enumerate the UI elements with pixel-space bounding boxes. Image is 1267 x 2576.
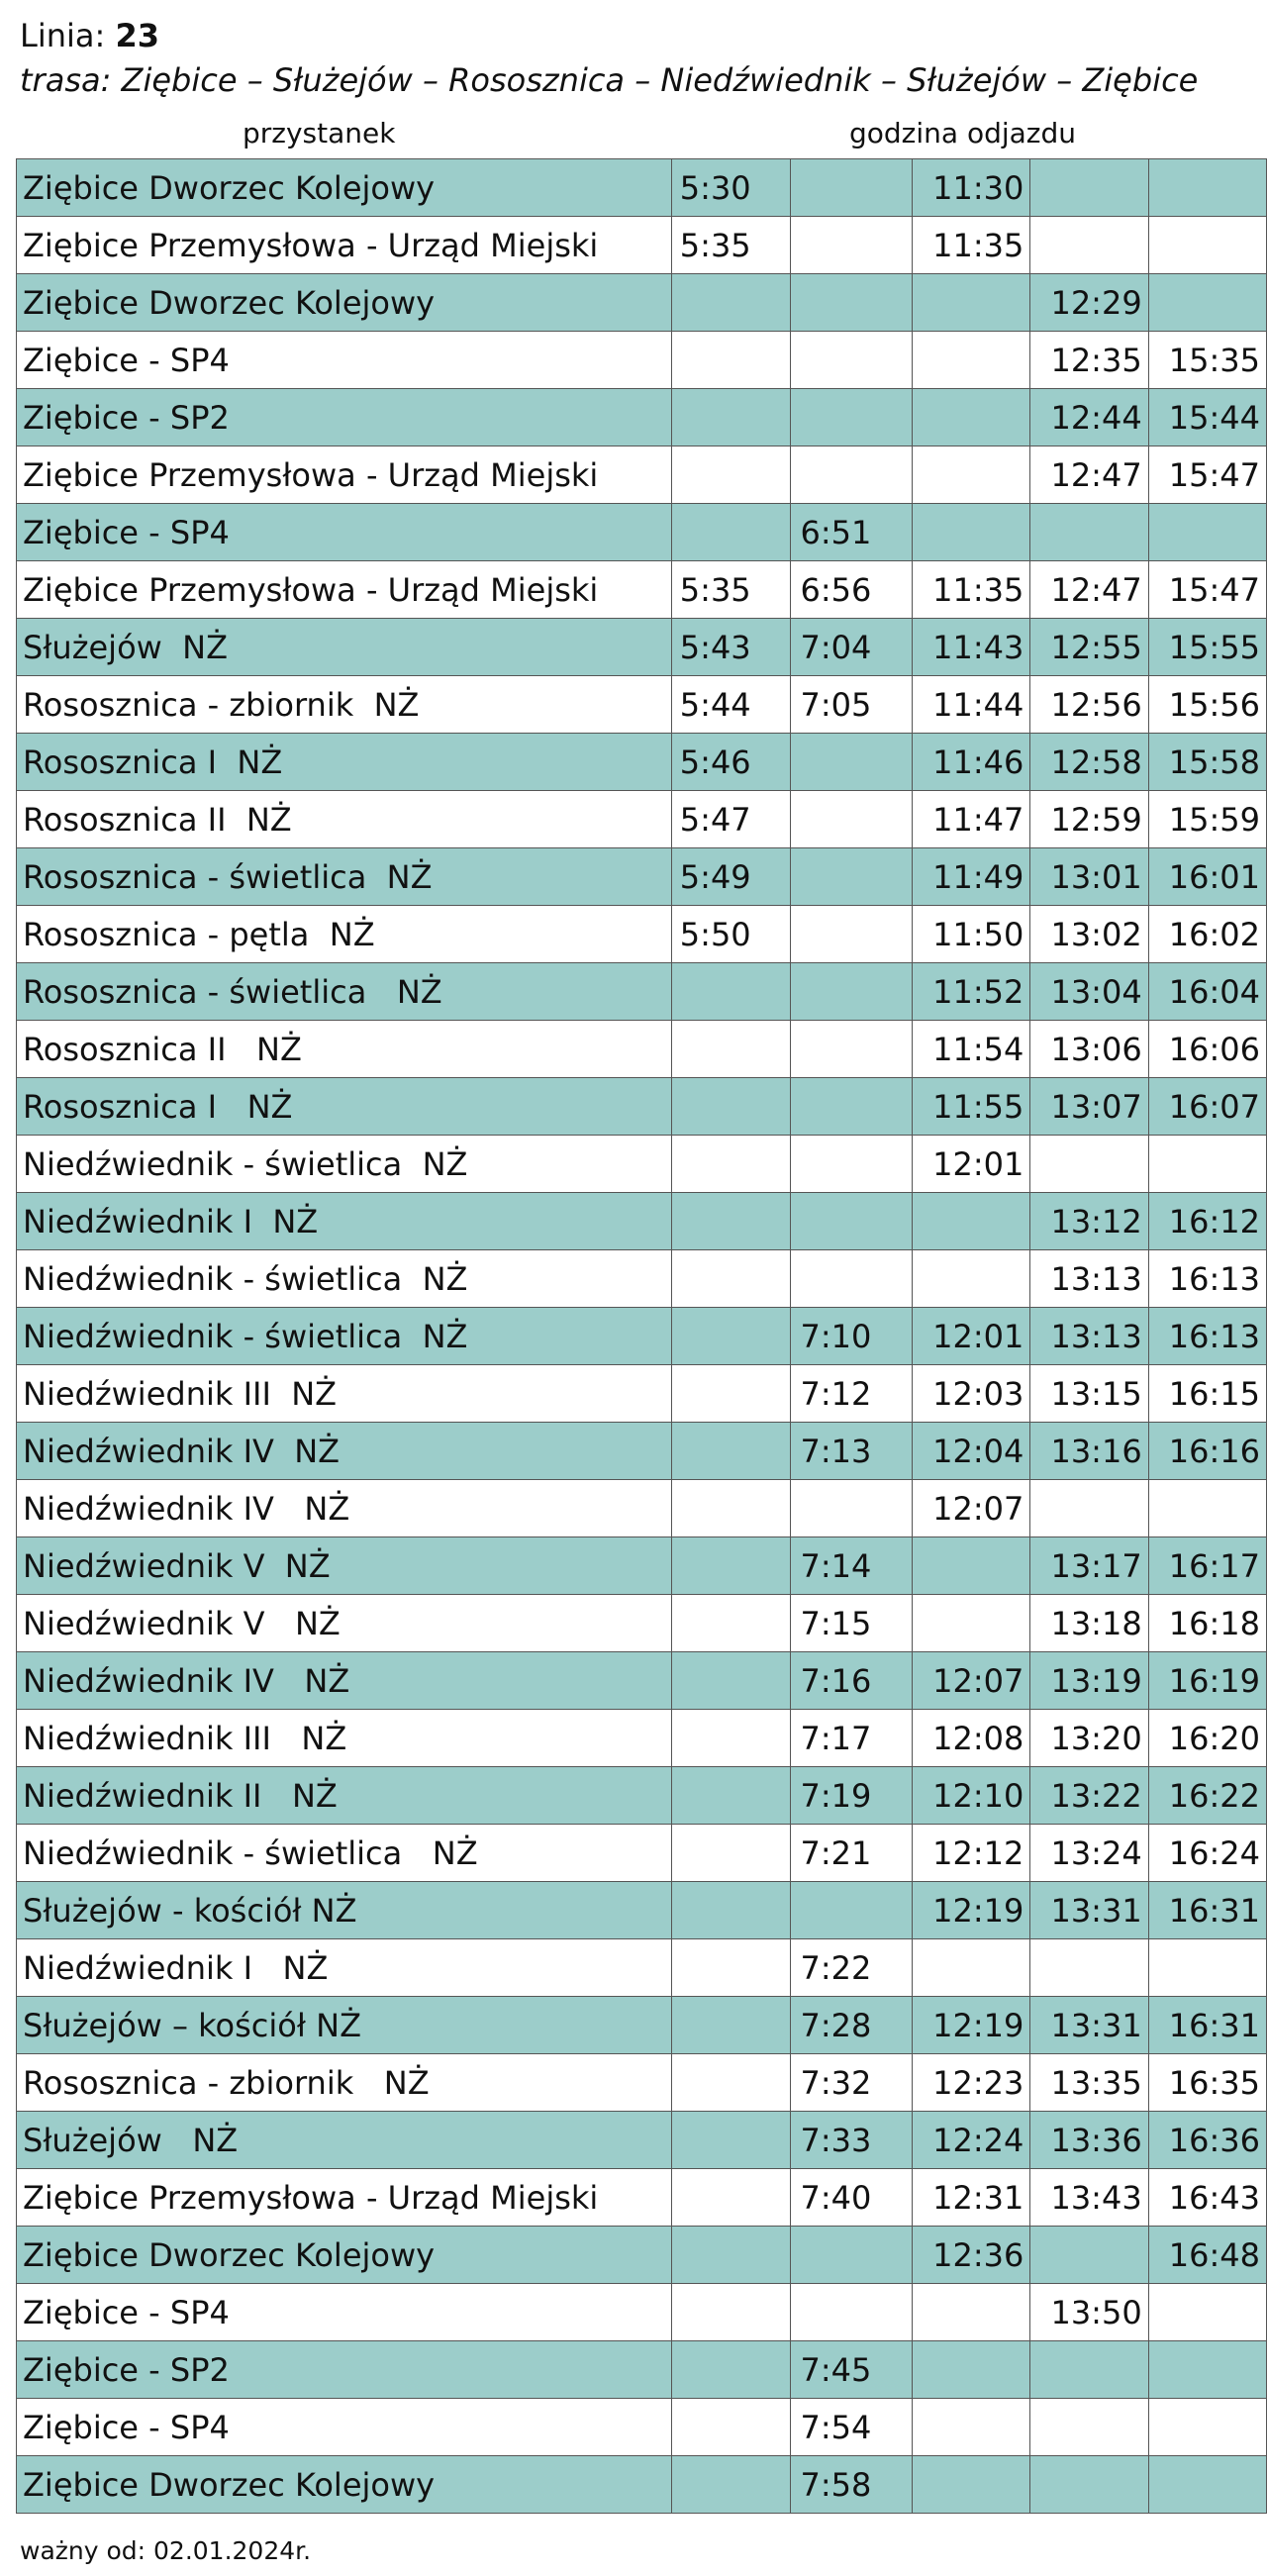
departure-time-cell xyxy=(913,1250,1030,1308)
departure-time-cell xyxy=(1148,2284,1266,2341)
departure-time-cell: 13:02 xyxy=(1030,906,1148,963)
departure-time-cell xyxy=(1030,504,1148,561)
departure-time-cell: 7:16 xyxy=(790,1652,913,1710)
departure-time-cell: 13:18 xyxy=(1030,1595,1148,1652)
departure-time-cell: 7:19 xyxy=(790,1767,913,1825)
departure-time-cell: 5:49 xyxy=(671,848,790,906)
departure-time-cell xyxy=(671,1825,790,1882)
valid-from-note: ważny od: 02.01.2024r. xyxy=(20,2536,312,2565)
departure-time-cell: 16:35 xyxy=(1148,2054,1266,2112)
departure-time-cell: 7:33 xyxy=(790,2112,913,2169)
departure-time-cell: 13:36 xyxy=(1030,2112,1148,2169)
departure-time-cell: 11:46 xyxy=(913,734,1030,791)
departure-time-cell: 7:54 xyxy=(790,2399,913,2456)
departure-time-cell: 15:47 xyxy=(1148,561,1266,619)
departure-time-cell: 13:16 xyxy=(1030,1423,1148,1480)
departure-time-cell: 16:31 xyxy=(1148,1882,1266,1939)
departure-time-cell: 15:47 xyxy=(1148,446,1266,504)
departure-time-cell: 5:50 xyxy=(671,906,790,963)
stop-name-cell: Niedźwiednik IV NŻ xyxy=(17,1652,672,1710)
departure-time-cell xyxy=(671,2169,790,2227)
departure-time-cell: 11:35 xyxy=(913,561,1030,619)
departure-time-cell xyxy=(1148,1939,1266,1997)
departure-time-cell xyxy=(790,791,913,848)
departure-time-cell: 12:55 xyxy=(1030,619,1148,676)
departure-time-cell xyxy=(790,446,913,504)
departure-time-cell: 13:07 xyxy=(1030,1078,1148,1136)
departure-time-cell xyxy=(790,1882,913,1939)
departure-time-cell: 15:55 xyxy=(1148,619,1266,676)
table-row xyxy=(17,561,1267,619)
stop-name-cell: Niedźwiednik - świetlica NŻ xyxy=(17,1308,672,1365)
stop-name-cell: Ziębice Przemysłowa - Urząd Miejski xyxy=(17,446,672,504)
table-row xyxy=(17,1480,1267,1537)
departure-time-cell: 12:36 xyxy=(913,2227,1030,2284)
departure-time-cell: 16:12 xyxy=(1148,1193,1266,1250)
departure-time-cell: 7:05 xyxy=(790,676,913,734)
table-row xyxy=(17,1193,1267,1250)
stop-name-cell: Ziębice - SP4 xyxy=(17,2284,672,2341)
stop-name-cell: Rososznica - pętla NŻ xyxy=(17,906,672,963)
departure-time-cell xyxy=(790,1021,913,1078)
table-row xyxy=(17,159,1267,217)
departure-column-header: godzina odjazdu xyxy=(849,117,1077,149)
departure-time-cell: 16:15 xyxy=(1148,1365,1266,1423)
departure-time-cell xyxy=(671,1710,790,1767)
departure-time-cell xyxy=(671,1365,790,1423)
departure-time-cell xyxy=(671,1652,790,1710)
departure-time-cell xyxy=(671,2054,790,2112)
table-row xyxy=(17,848,1267,906)
departure-time-cell: 16:20 xyxy=(1148,1710,1266,1767)
departure-time-cell: 13:31 xyxy=(1030,1882,1148,1939)
departure-time-cell xyxy=(913,1595,1030,1652)
line-title xyxy=(20,14,159,57)
departure-time-cell: 5:35 xyxy=(671,561,790,619)
departure-time-cell: 13:04 xyxy=(1030,963,1148,1021)
departure-time-cell xyxy=(790,159,913,217)
departure-time-cell: 13:35 xyxy=(1030,2054,1148,2112)
departure-time-cell: 11:49 xyxy=(913,848,1030,906)
departure-time-cell: 7:17 xyxy=(790,1710,913,1767)
departure-time-cell: 12:29 xyxy=(1030,274,1148,332)
table-row xyxy=(17,389,1267,446)
departure-time-cell xyxy=(913,2456,1030,2514)
departure-time-cell xyxy=(671,2227,790,2284)
departure-time-cell xyxy=(1030,2341,1148,2399)
departure-time-cell: 13:20 xyxy=(1030,1710,1148,1767)
stop-name-cell: Rososznica - świetlica NŻ xyxy=(17,963,672,1021)
departure-time-cell xyxy=(913,2341,1030,2399)
departure-time-cell: 12:08 xyxy=(913,1710,1030,1767)
departure-time-cell xyxy=(913,1939,1030,1997)
departure-time-cell xyxy=(671,1308,790,1365)
table-row xyxy=(17,2284,1267,2341)
departure-time-cell: 15:44 xyxy=(1148,389,1266,446)
departure-time-cell xyxy=(671,1021,790,1078)
timetable-body xyxy=(17,159,1267,2514)
departure-time-cell: 11:44 xyxy=(913,676,1030,734)
departure-time-cell: 5:44 xyxy=(671,676,790,734)
departure-time-cell: 12:23 xyxy=(913,2054,1030,2112)
departure-time-cell xyxy=(671,2112,790,2169)
timetable-header xyxy=(20,14,159,57)
departure-time-cell: 16:36 xyxy=(1148,2112,1266,2169)
departure-time-cell xyxy=(671,1767,790,1825)
departure-time-cell: 12:24 xyxy=(913,2112,1030,2169)
stop-name-cell: Ziębice Przemysłowa - Urząd Miejski xyxy=(17,217,672,274)
departure-time-cell: 11:55 xyxy=(913,1078,1030,1136)
departure-time-cell: 15:56 xyxy=(1148,676,1266,734)
departure-time-cell: 13:12 xyxy=(1030,1193,1148,1250)
departure-time-cell: 6:56 xyxy=(790,561,913,619)
departure-time-cell xyxy=(1030,1480,1148,1537)
departure-time-cell: 13:13 xyxy=(1030,1250,1148,1308)
departure-time-cell: 11:43 xyxy=(913,619,1030,676)
departure-time-cell: 15:35 xyxy=(1148,332,1266,389)
departure-time-cell: 7:58 xyxy=(790,2456,913,2514)
departure-time-cell: 12:12 xyxy=(913,1825,1030,1882)
departure-time-cell: 13:17 xyxy=(1030,1537,1148,1595)
departure-time-cell xyxy=(790,217,913,274)
stop-name-cell: Rososznica - świetlica NŻ xyxy=(17,848,672,906)
departure-time-cell: 12:35 xyxy=(1030,332,1148,389)
stop-name-cell: Niedźwiednik III NŻ xyxy=(17,1710,672,1767)
departure-time-cell: 13:13 xyxy=(1030,1308,1148,1365)
departure-time-cell: 12:07 xyxy=(913,1652,1030,1710)
departure-time-cell: 11:54 xyxy=(913,1021,1030,1078)
departure-time-cell: 5:46 xyxy=(671,734,790,791)
departure-time-cell: 16:16 xyxy=(1148,1423,1266,1480)
departure-time-cell: 7:21 xyxy=(790,1825,913,1882)
stop-name-cell: Niedźwiednik III NŻ xyxy=(17,1365,672,1423)
table-row xyxy=(17,2399,1267,2456)
stop-name-cell: Rososznica I NŻ xyxy=(17,734,672,791)
stop-name-cell: Ziębice - SP4 xyxy=(17,2399,672,2456)
departure-time-cell: 11:47 xyxy=(913,791,1030,848)
stop-name-cell: Rososznica - zbiornik NŻ xyxy=(17,676,672,734)
departure-time-cell: 13:24 xyxy=(1030,1825,1148,1882)
departure-time-cell: 7:10 xyxy=(790,1308,913,1365)
departure-time-cell xyxy=(913,2399,1030,2456)
stop-name-cell: Ziębice - SP2 xyxy=(17,389,672,446)
departure-time-cell: 13:15 xyxy=(1030,1365,1148,1423)
departure-time-cell xyxy=(671,2456,790,2514)
table-row xyxy=(17,504,1267,561)
departure-time-cell xyxy=(1030,2227,1148,2284)
departure-time-cell: 7:15 xyxy=(790,1595,913,1652)
table-row xyxy=(17,791,1267,848)
departure-time-cell xyxy=(1030,1136,1148,1193)
stop-name-cell: Ziębice Dworzec Kolejowy xyxy=(17,2456,672,2514)
departure-time-cell: 12:44 xyxy=(1030,389,1148,446)
departure-time-cell xyxy=(671,1537,790,1595)
departure-time-cell: 16:19 xyxy=(1148,1652,1266,1710)
departure-time-cell: 12:01 xyxy=(913,1136,1030,1193)
table-row xyxy=(17,2112,1267,2169)
table-row xyxy=(17,1250,1267,1308)
departure-time-cell xyxy=(671,389,790,446)
departure-time-cell xyxy=(671,1423,790,1480)
departure-time-cell xyxy=(790,2284,913,2341)
departure-time-cell xyxy=(913,1537,1030,1595)
departure-time-cell: 5:30 xyxy=(671,159,790,217)
departure-time-cell: 13:31 xyxy=(1030,1997,1148,2054)
stop-name-cell: Rososznica - zbiornik NŻ xyxy=(17,2054,672,2112)
stop-name-cell: Rososznica I NŻ xyxy=(17,1078,672,1136)
departure-time-cell: 16:13 xyxy=(1148,1308,1266,1365)
departure-time-cell: 6:51 xyxy=(790,504,913,561)
departure-time-cell xyxy=(1148,1136,1266,1193)
table-row xyxy=(17,1939,1267,1997)
table-row xyxy=(17,332,1267,389)
table-row xyxy=(17,1365,1267,1423)
table-row xyxy=(17,1136,1267,1193)
departure-time-cell xyxy=(671,1997,790,2054)
table-row xyxy=(17,217,1267,274)
line-number: 23 xyxy=(115,17,159,54)
table-row xyxy=(17,1710,1267,1767)
departure-time-cell: 12:47 xyxy=(1030,446,1148,504)
departure-time-cell: 7:40 xyxy=(790,2169,913,2227)
departure-time-cell xyxy=(913,1193,1030,1250)
departure-time-cell xyxy=(790,1480,913,1537)
table-row xyxy=(17,2054,1267,2112)
departure-time-cell xyxy=(671,1136,790,1193)
departure-time-cell xyxy=(1148,2456,1266,2514)
departure-time-cell: 13:50 xyxy=(1030,2284,1148,2341)
departure-time-cell: 5:43 xyxy=(671,619,790,676)
table-row xyxy=(17,2456,1267,2514)
departure-time-cell: 16:13 xyxy=(1148,1250,1266,1308)
departure-time-cell xyxy=(1030,1939,1148,1997)
departure-time-cell xyxy=(671,1078,790,1136)
departure-time-cell xyxy=(671,963,790,1021)
stop-name-cell: Rososznica II NŻ xyxy=(17,791,672,848)
stop-name-cell: Niedźwiednik IV NŻ xyxy=(17,1423,672,1480)
departure-time-cell xyxy=(1148,2399,1266,2456)
table-row xyxy=(17,734,1267,791)
departure-time-cell: 11:35 xyxy=(913,217,1030,274)
departure-time-cell xyxy=(1030,217,1148,274)
departure-time-cell xyxy=(790,389,913,446)
departure-time-cell xyxy=(671,1480,790,1537)
departure-time-cell: 7:28 xyxy=(790,1997,913,2054)
departure-time-cell xyxy=(671,1595,790,1652)
departure-time-cell: 16:48 xyxy=(1148,2227,1266,2284)
departure-time-cell: 16:17 xyxy=(1148,1537,1266,1595)
departure-time-cell: 16:01 xyxy=(1148,848,1266,906)
departure-time-cell xyxy=(913,2284,1030,2341)
departure-time-cell xyxy=(1148,2341,1266,2399)
departure-time-cell xyxy=(1148,504,1266,561)
stop-name-cell: Ziębice Dworzec Kolejowy xyxy=(17,159,672,217)
departure-time-cell: 13:22 xyxy=(1030,1767,1148,1825)
departure-time-cell: 7:13 xyxy=(790,1423,913,1480)
table-row xyxy=(17,1595,1267,1652)
table-row xyxy=(17,1882,1267,1939)
departure-time-cell: 5:35 xyxy=(671,217,790,274)
table-row xyxy=(17,1078,1267,1136)
route-description: trasa: Ziębice – Służejów – Rososznica – Niedźwiednik – Służejów – Ziębice xyxy=(20,61,1199,99)
stop-name-cell: Służejów NŻ xyxy=(17,2112,672,2169)
table-row xyxy=(17,1767,1267,1825)
departure-time-cell: 12:10 xyxy=(913,1767,1030,1825)
departure-time-cell xyxy=(790,906,913,963)
timetable xyxy=(16,158,1267,2514)
stop-name-cell: Służejów NŻ xyxy=(17,619,672,676)
departure-time-cell: 16:04 xyxy=(1148,963,1266,1021)
stop-name-cell: Niedźwiednik I NŻ xyxy=(17,1939,672,1997)
departure-time-cell xyxy=(913,446,1030,504)
departure-time-cell: 16:31 xyxy=(1148,1997,1266,2054)
stop-name-cell: Ziębice Przemysłowa - Urząd Miejski xyxy=(17,561,672,619)
table-row xyxy=(17,2227,1267,2284)
departure-time-cell xyxy=(913,274,1030,332)
departure-time-cell: 13:06 xyxy=(1030,1021,1148,1078)
departure-time-cell: 7:04 xyxy=(790,619,913,676)
departure-time-cell: 16:18 xyxy=(1148,1595,1266,1652)
stop-name-cell: Niedźwiednik - świetlica NŻ xyxy=(17,1250,672,1308)
departure-time-cell xyxy=(913,389,1030,446)
departure-time-cell: 12:07 xyxy=(913,1480,1030,1537)
departure-time-cell: 15:58 xyxy=(1148,734,1266,791)
departure-time-cell xyxy=(671,2341,790,2399)
table-row xyxy=(17,1021,1267,1078)
departure-time-cell xyxy=(671,1939,790,1997)
stop-name-cell: Niedźwiednik - świetlica NŻ xyxy=(17,1825,672,1882)
departure-time-cell xyxy=(790,1250,913,1308)
departure-time-cell xyxy=(913,332,1030,389)
departure-time-cell xyxy=(671,1193,790,1250)
departure-time-cell: 16:02 xyxy=(1148,906,1266,963)
departure-time-cell xyxy=(790,1136,913,1193)
table-row xyxy=(17,1537,1267,1595)
departure-time-cell: 12:58 xyxy=(1030,734,1148,791)
stop-name-cell: Służejów – kościół NŻ xyxy=(17,1997,672,2054)
departure-time-cell: 12:31 xyxy=(913,2169,1030,2227)
departure-time-cell: 7:32 xyxy=(790,2054,913,2112)
stop-name-cell: Niedźwiednik IV NŻ xyxy=(17,1480,672,1537)
stop-name-cell: Ziębice - SP4 xyxy=(17,332,672,389)
stop-name-cell: Niedźwiednik V NŻ xyxy=(17,1537,672,1595)
departure-time-cell: 12:03 xyxy=(913,1365,1030,1423)
table-row xyxy=(17,676,1267,734)
departure-time-cell xyxy=(790,274,913,332)
stop-name-cell: Ziębice Dworzec Kolejowy xyxy=(17,274,672,332)
stop-name-cell: Niedźwiednik I NŻ xyxy=(17,1193,672,1250)
departure-time-cell: 7:22 xyxy=(790,1939,913,1997)
departure-time-cell xyxy=(1148,1480,1266,1537)
stop-name-cell: Rososznica II NŻ xyxy=(17,1021,672,1078)
departure-time-cell xyxy=(671,274,790,332)
departure-time-cell xyxy=(1030,2456,1148,2514)
table-row xyxy=(17,446,1267,504)
departure-time-cell: 16:43 xyxy=(1148,2169,1266,2227)
stop-name-cell: Ziębice - SP4 xyxy=(17,504,672,561)
departure-time-cell: 13:43 xyxy=(1030,2169,1148,2227)
departure-time-cell xyxy=(671,1250,790,1308)
stop-name-cell: Ziębice - SP2 xyxy=(17,2341,672,2399)
table-row xyxy=(17,1652,1267,1710)
departure-time-cell: 13:01 xyxy=(1030,848,1148,906)
stop-name-cell: Niedźwiednik V NŻ xyxy=(17,1595,672,1652)
departure-time-cell: 7:45 xyxy=(790,2341,913,2399)
table-row xyxy=(17,1825,1267,1882)
table-row xyxy=(17,2169,1267,2227)
departure-time-cell xyxy=(671,446,790,504)
table-row xyxy=(17,963,1267,1021)
departure-time-cell: 15:59 xyxy=(1148,791,1266,848)
departure-time-cell: 16:22 xyxy=(1148,1767,1266,1825)
departure-time-cell: 13:19 xyxy=(1030,1652,1148,1710)
departure-time-cell: 16:24 xyxy=(1148,1825,1266,1882)
departure-time-cell xyxy=(790,734,913,791)
departure-time-cell: 12:19 xyxy=(913,1997,1030,2054)
departure-time-cell: 16:07 xyxy=(1148,1078,1266,1136)
column-headers xyxy=(0,117,1267,156)
stop-name-cell: Ziębice Dworzec Kolejowy xyxy=(17,2227,672,2284)
departure-time-cell: 5:47 xyxy=(671,791,790,848)
departure-time-cell: 16:06 xyxy=(1148,1021,1266,1078)
departure-time-cell: 11:50 xyxy=(913,906,1030,963)
table-row xyxy=(17,2341,1267,2399)
departure-time-cell xyxy=(671,504,790,561)
departure-time-cell: 11:52 xyxy=(913,963,1030,1021)
departure-time-cell: 7:14 xyxy=(790,1537,913,1595)
stop-name-cell: Służejów - kościół NŻ xyxy=(17,1882,672,1939)
table-row xyxy=(17,619,1267,676)
departure-time-cell: 12:01 xyxy=(913,1308,1030,1365)
stop-name-cell: Niedźwiednik - świetlica NŻ xyxy=(17,1136,672,1193)
departure-time-cell xyxy=(1030,159,1148,217)
departure-time-cell xyxy=(671,332,790,389)
departure-time-cell xyxy=(1148,274,1266,332)
table-row xyxy=(17,274,1267,332)
departure-time-cell xyxy=(790,1078,913,1136)
table-row xyxy=(17,906,1267,963)
departure-time-cell xyxy=(790,2227,913,2284)
departure-time-cell: 11:30 xyxy=(913,159,1030,217)
departure-time-cell xyxy=(790,1193,913,1250)
departure-time-cell: 12:59 xyxy=(1030,791,1148,848)
departure-time-cell xyxy=(671,1882,790,1939)
departure-time-cell xyxy=(790,963,913,1021)
line-label: Linia: xyxy=(20,17,106,54)
departure-time-cell xyxy=(790,848,913,906)
departure-time-cell xyxy=(1148,159,1266,217)
departure-time-cell xyxy=(790,332,913,389)
departure-time-cell: 12:19 xyxy=(913,1882,1030,1939)
departure-time-cell xyxy=(1030,2399,1148,2456)
departure-time-cell: 12:56 xyxy=(1030,676,1148,734)
table-row xyxy=(17,1423,1267,1480)
departure-time-cell xyxy=(1148,217,1266,274)
table-row xyxy=(17,1997,1267,2054)
departure-time-cell xyxy=(671,2399,790,2456)
departure-time-cell: 7:12 xyxy=(790,1365,913,1423)
departure-time-cell: 12:04 xyxy=(913,1423,1030,1480)
stop-name-cell: Niedźwiednik II NŻ xyxy=(17,1767,672,1825)
stop-column-header: przystanek xyxy=(243,117,396,149)
departure-time-cell xyxy=(671,2284,790,2341)
stop-name-cell: Ziębice Przemysłowa - Urząd Miejski xyxy=(17,2169,672,2227)
departure-time-cell xyxy=(913,504,1030,561)
departure-time-cell: 12:47 xyxy=(1030,561,1148,619)
table-row xyxy=(17,1308,1267,1365)
